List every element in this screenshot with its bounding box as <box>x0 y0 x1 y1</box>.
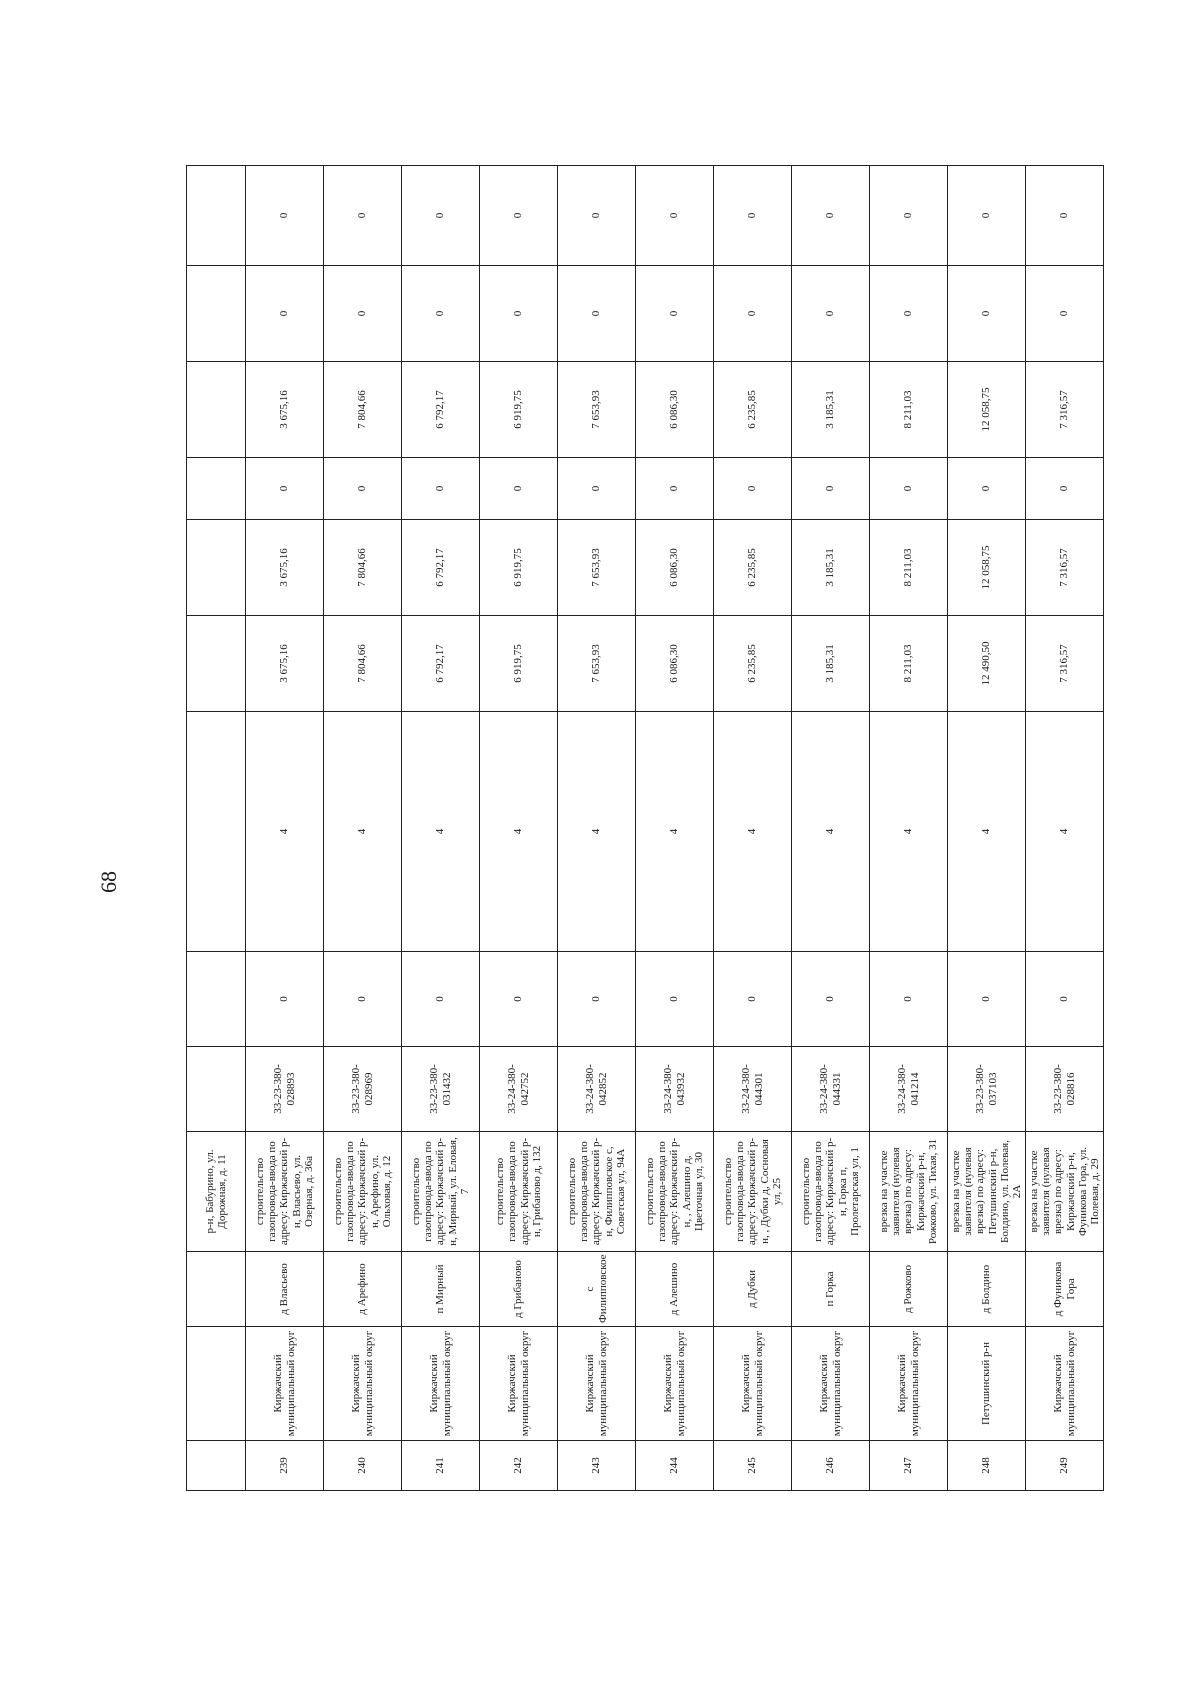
cell-z2: 0 <box>870 266 948 362</box>
cell-z1: 0 <box>870 458 948 520</box>
cell-address: строительство газопровода-ввода по адресу: Киржачский р-н, Горка п, Пролетарская ул, 1 <box>792 1132 870 1252</box>
cell-z1 <box>187 458 246 520</box>
cell-v1: 6 235,85 <box>714 616 792 712</box>
cell-num: 243 <box>558 1441 636 1491</box>
cell-settlement: п Горка <box>792 1252 870 1327</box>
cell-z3: 0 <box>792 166 870 266</box>
cell-v1: 3 675,16 <box>246 616 324 712</box>
cell-z3 <box>187 166 246 266</box>
cell-v2: 3 675,16 <box>246 520 324 616</box>
table-row <box>948 166 1026 1491</box>
cell-v2: 6 792,17 <box>402 520 480 616</box>
cell-z2 <box>187 266 246 362</box>
cell-v1: 8 211,03 <box>870 616 948 712</box>
cell-v3: 3 185,31 <box>792 362 870 458</box>
cell-settlement: д Рожково <box>870 1252 948 1327</box>
cell-v1: 6 792,17 <box>402 616 480 712</box>
table-row <box>870 166 948 1491</box>
cell-address: строительство газопровода-ввода по адресу: Киржачский р-н, Мирный, ул. Еловая, 7 <box>402 1132 480 1252</box>
cell-num <box>187 1441 246 1491</box>
cell-address: врезка на участке заявителя (нулевая врезка) по адресу: Киржачский р-н, Рожково, ул. Тихая, 31 <box>870 1132 948 1252</box>
cell-v1: 7 804,66 <box>324 616 402 712</box>
cell-v2: 12 058,75 <box>948 520 1026 616</box>
cell-code <box>187 1047 246 1132</box>
cell-code: 33-24-380-041214 <box>870 1047 948 1132</box>
cell-num: 246 <box>792 1441 870 1491</box>
cell-v2: 7 804,66 <box>324 520 402 616</box>
cell-code: 33-23-380-037103 <box>948 1047 1026 1132</box>
cell-c2: 4 <box>402 712 480 952</box>
cell-v3: 7 653,93 <box>558 362 636 458</box>
cell-c2: 4 <box>636 712 714 952</box>
cell-settlement: д Арефино <box>324 1252 402 1327</box>
cell-settlement: д Болдино <box>948 1252 1026 1327</box>
cell-district: Киржачский муниципальный округ <box>636 1327 714 1441</box>
cell-c2: 4 <box>324 712 402 952</box>
cell-district: Киржачский муниципальный округ <box>324 1327 402 1441</box>
table-row <box>714 166 792 1491</box>
cell-code: 33-24-380-042752 <box>480 1047 558 1132</box>
cell-code: 33-24-380-043932 <box>636 1047 714 1132</box>
cell-address: строительство газопровода-ввода по адресу: Киржачский р-н, Грибаново д, 132 <box>480 1132 558 1252</box>
cell-z3: 0 <box>1026 166 1104 266</box>
cell-c1: 0 <box>558 952 636 1047</box>
cell-z1: 0 <box>1026 458 1104 520</box>
cell-c2: 4 <box>558 712 636 952</box>
cell-settlement: с Филипповское <box>558 1252 636 1327</box>
cell-z3: 0 <box>870 166 948 266</box>
cell-c1: 0 <box>324 952 402 1047</box>
cell-v1: 7 653,93 <box>558 616 636 712</box>
cell-code: 33-24-380-044331 <box>792 1047 870 1132</box>
cell-c1: 0 <box>792 952 870 1047</box>
cell-num: 247 <box>870 1441 948 1491</box>
cell-c1: 0 <box>246 952 324 1047</box>
table-row <box>324 166 402 1491</box>
cell-district <box>187 1327 246 1441</box>
table-row <box>246 166 324 1491</box>
table-container <box>186 166 1101 1491</box>
cell-v3: 6 792,17 <box>402 362 480 458</box>
cell-settlement <box>187 1252 246 1327</box>
cell-c2: 4 <box>792 712 870 952</box>
cell-c2: 4 <box>714 712 792 952</box>
cell-settlement: д Фуникова Гора <box>1026 1252 1104 1327</box>
cell-v1: 6 919,75 <box>480 616 558 712</box>
cell-district: Киржачский муниципальный округ <box>714 1327 792 1441</box>
cell-c1: 0 <box>714 952 792 1047</box>
cell-address: строительство газопровода-ввода по адресу: Киржачский р-н, Филипповское с, Советская ул, 94А <box>558 1132 636 1252</box>
cell-settlement: д Дубки <box>714 1252 792 1327</box>
cell-address: строительство газопровода-ввода по адресу: Киржачский р-н, Арефино, ул. Ольховая, д. 12 <box>324 1132 402 1252</box>
cell-v1: 12 490,50 <box>948 616 1026 712</box>
cell-address: р-н, Бабурино, ул. Дорожная, д. 11 <box>187 1132 246 1252</box>
cell-z2: 0 <box>324 266 402 362</box>
cell-num: 249 <box>1026 1441 1104 1491</box>
cell-code: 33-23-380-031432 <box>402 1047 480 1132</box>
cell-z2: 0 <box>636 266 714 362</box>
cell-v3: 7 804,66 <box>324 362 402 458</box>
cell-district: Киржачский муниципальный округ <box>480 1327 558 1441</box>
cell-address: строительство газопровода-ввода по адресу: Киржачский р-н, , Дубки д, Сосновая ул, 25 <box>714 1132 792 1252</box>
cell-code: 33-23-380-028893 <box>246 1047 324 1132</box>
cell-district: Киржачский муниципальный округ <box>870 1327 948 1441</box>
cell-settlement: д Алешино <box>636 1252 714 1327</box>
cell-v3: 6 235,85 <box>714 362 792 458</box>
cell-address: врезка на участке заявителя (нулевая врезка) по адресу: Петушинский р-н, Болдино, ул. Полевая, 2А <box>948 1132 1026 1252</box>
cell-num: 248 <box>948 1441 1026 1491</box>
cell-z1: 0 <box>948 458 1026 520</box>
cell-address: строительство газопровода-ввода по адресу: Киржачский р-н, , Алешино д, Цветочная ул, 30 <box>636 1132 714 1252</box>
cell-code: 33-24-380-044301 <box>714 1047 792 1132</box>
cell-address: строительство газопровода-ввода по адресу: Киржачский р-н, Власьево, ул. Озерная, д. 36а <box>246 1132 324 1252</box>
cell-z2: 0 <box>480 266 558 362</box>
cell-v2 <box>187 520 246 616</box>
table-row <box>480 166 558 1491</box>
cell-z3: 0 <box>948 166 1026 266</box>
cell-code: 33-23-380-028816 <box>1026 1047 1104 1132</box>
data-table <box>186 165 1104 1491</box>
cell-v2: 7 653,93 <box>558 520 636 616</box>
cell-address: врезка на участке заявителя (нулевая врезка) по адресу: Киржачский р-н, Фуникова Гора, ул. Полевая, д. 29 <box>1026 1132 1104 1252</box>
cell-c1: 0 <box>480 952 558 1047</box>
cell-district: Петушинский р-н <box>948 1327 1026 1441</box>
cell-v3: 12 058,75 <box>948 362 1026 458</box>
cell-z3: 0 <box>246 166 324 266</box>
cell-code: 33-24-380-042852 <box>558 1047 636 1132</box>
cell-z1: 0 <box>324 458 402 520</box>
cell-c1 <box>187 952 246 1047</box>
cell-c1: 0 <box>402 952 480 1047</box>
cell-z1: 0 <box>714 458 792 520</box>
cell-z2: 0 <box>246 266 324 362</box>
cell-z3: 0 <box>558 166 636 266</box>
table-row <box>1026 166 1104 1491</box>
cell-c2: 4 <box>246 712 324 952</box>
cell-z1: 0 <box>636 458 714 520</box>
table-row <box>636 166 714 1491</box>
page-number: 68 <box>96 871 121 893</box>
cell-z3: 0 <box>480 166 558 266</box>
cell-z2: 0 <box>714 266 792 362</box>
cell-c2: 4 <box>480 712 558 952</box>
cell-v1: 3 185,31 <box>792 616 870 712</box>
cell-z1: 0 <box>402 458 480 520</box>
table-row <box>402 166 480 1491</box>
cell-v1: 7 316,57 <box>1026 616 1104 712</box>
cell-z2: 0 <box>558 266 636 362</box>
cell-z2: 0 <box>792 266 870 362</box>
cell-num: 242 <box>480 1441 558 1491</box>
cell-z3: 0 <box>636 166 714 266</box>
cell-settlement: п Мирный <box>402 1252 480 1327</box>
cell-c1: 0 <box>636 952 714 1047</box>
table-row-continuation <box>187 166 246 1491</box>
cell-v2: 6 235,85 <box>714 520 792 616</box>
cell-district: Киржачский муниципальный округ <box>558 1327 636 1441</box>
cell-c2: 4 <box>1026 712 1104 952</box>
cell-z2: 0 <box>1026 266 1104 362</box>
cell-district: Киржачский муниципальный округ <box>402 1327 480 1441</box>
cell-v2: 8 211,03 <box>870 520 948 616</box>
cell-z3: 0 <box>324 166 402 266</box>
cell-z2: 0 <box>948 266 1026 362</box>
cell-z3: 0 <box>714 166 792 266</box>
cell-district: Киржачский муниципальный округ <box>1026 1327 1104 1441</box>
cell-v3: 7 316,57 <box>1026 362 1104 458</box>
cell-z1: 0 <box>480 458 558 520</box>
cell-v1: 6 086,30 <box>636 616 714 712</box>
cell-v2: 6 919,75 <box>480 520 558 616</box>
cell-settlement: д Власьево <box>246 1252 324 1327</box>
cell-v3: 6 086,30 <box>636 362 714 458</box>
table-row <box>558 166 636 1491</box>
cell-c2: 4 <box>870 712 948 952</box>
cell-z3: 0 <box>402 166 480 266</box>
cell-c1: 0 <box>870 952 948 1047</box>
cell-num: 244 <box>636 1441 714 1491</box>
cell-v2: 3 185,31 <box>792 520 870 616</box>
cell-z1: 0 <box>558 458 636 520</box>
cell-z1: 0 <box>246 458 324 520</box>
cell-num: 240 <box>324 1441 402 1491</box>
cell-num: 239 <box>246 1441 324 1491</box>
cell-num: 241 <box>402 1441 480 1491</box>
cell-num: 245 <box>714 1441 792 1491</box>
cell-district: Киржачский муниципальный округ <box>246 1327 324 1441</box>
cell-z2: 0 <box>402 266 480 362</box>
cell-v2: 6 086,30 <box>636 520 714 616</box>
cell-v3: 8 211,03 <box>870 362 948 458</box>
table-row <box>792 166 870 1491</box>
cell-v3: 3 675,16 <box>246 362 324 458</box>
cell-v2: 7 316,57 <box>1026 520 1104 616</box>
cell-z1: 0 <box>792 458 870 520</box>
cell-v3: 6 919,75 <box>480 362 558 458</box>
cell-c1: 0 <box>1026 952 1104 1047</box>
cell-code: 33-23-380-028969 <box>324 1047 402 1132</box>
cell-c1: 0 <box>948 952 1026 1047</box>
cell-c2 <box>187 712 246 952</box>
cell-v1 <box>187 616 246 712</box>
cell-district: Киржачский муниципальный округ <box>792 1327 870 1441</box>
cell-v3 <box>187 362 246 458</box>
cell-c2: 4 <box>948 712 1026 952</box>
cell-settlement: д Грибаново <box>480 1252 558 1327</box>
